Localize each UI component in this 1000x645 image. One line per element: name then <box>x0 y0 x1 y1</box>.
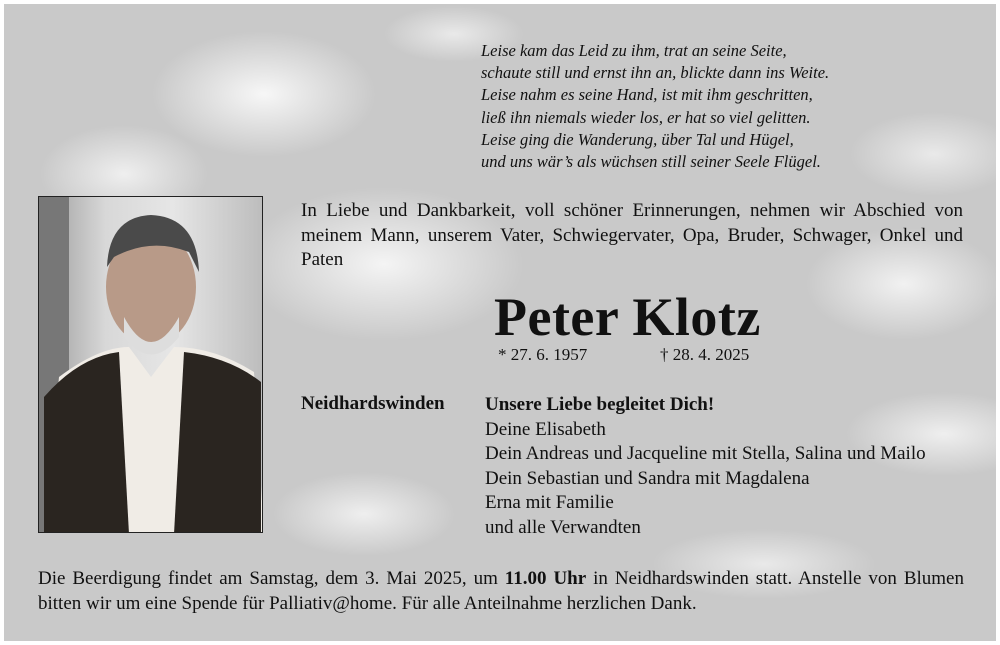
family-list <box>485 393 926 541</box>
poem-line: schaute still und ernst ihn an, blickte dann ins Weite. <box>481 63 830 83</box>
poem <box>481 40 829 173</box>
family-line: Dein Andreas und Jacqueline mit Stella, Salina und Mailo <box>485 443 926 465</box>
intro-text: In Liebe und Dankbarkeit, voll schöner Erinnerungen, nehmen wir Abschied von meinem Mann, unserem Vater, Schwiegervater, Opa, Bruder, Schwager, Onkel und Paten <box>301 200 963 270</box>
place: Neidhardswinden <box>301 393 445 414</box>
deceased-name: Peter Klotz <box>494 287 761 347</box>
poem-line: ließ ihn niemals wieder los, er hat so viel gelitten. <box>481 107 811 127</box>
funeral-time: 11.00 Uhr <box>504 568 587 589</box>
poem-line: Leise nahm es seine Hand, ist mit ihm geschritten, <box>481 85 813 105</box>
funeral-text: Die Beerdigung findet am Samstag, dem 3. Mai 2025, um <box>38 568 505 589</box>
funeral-text-2: in Neidhardswinden statt. Anstelle von Blumen bitten wir um eine Spende für Palliativ@home. Für alle Anteilnahme herzlichen Dank. <box>38 568 964 614</box>
family-line: Dein Sebastian und Sandra mit Magdalena <box>485 467 810 489</box>
funeral-info <box>38 566 964 616</box>
poem-line: Leise ging die Wanderung, über Tal und Hügel, <box>481 129 794 149</box>
birth-date: * 27. 6. 1957 <box>498 345 588 364</box>
poem-line: Leise kam das Leid zu ihm, trat an seine Seite, <box>481 41 787 60</box>
family-line: Deine Elisabeth <box>485 418 606 440</box>
family-line: und alle Verwandten <box>485 516 641 538</box>
portrait-photo <box>38 196 263 533</box>
family-heading: Unsere Liebe begleitet Dich! <box>485 394 715 415</box>
death-date: † 28. 4. 2025 <box>660 345 750 364</box>
poem-line: und uns wär’s als wüchsen still seiner Seele Flügel. <box>481 152 821 172</box>
obituary-notice <box>4 4 996 641</box>
family-line: Erna mit Familie <box>485 492 614 514</box>
